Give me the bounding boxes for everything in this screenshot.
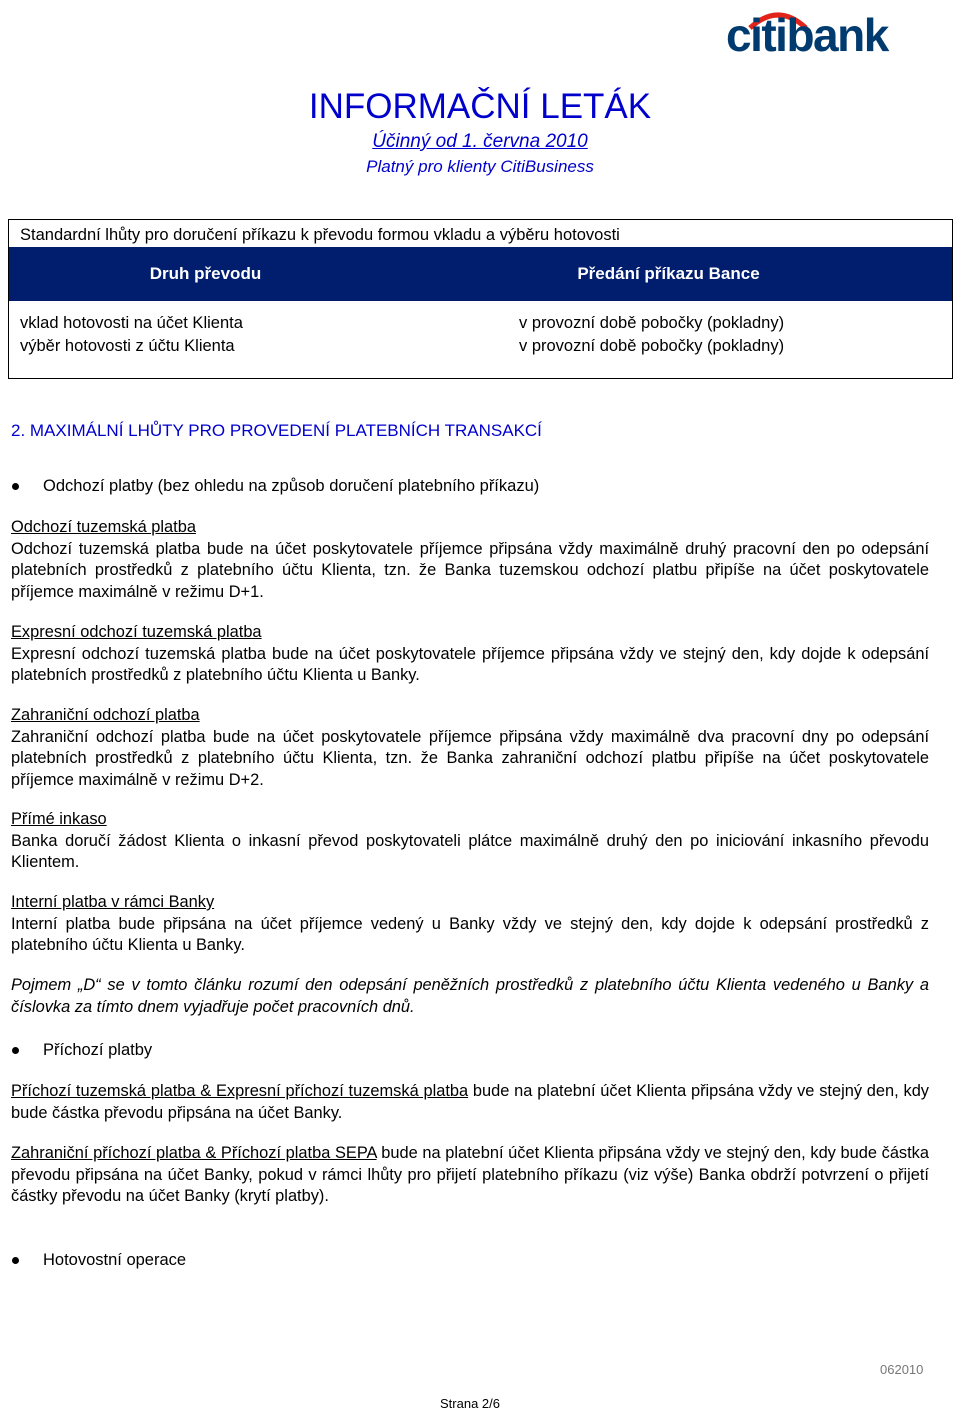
- paragraph-text: Interní platba bude připsána na účet příjemce vedený u Banky vždy ve stejný den, kdy dojde k odepsání prostředků z platebního účtu Klienta u Banky.: [11, 914, 929, 955]
- bullet-label: Odchozí platby (bez ohledu na způsob doručení platebního příkazu): [43, 477, 540, 495]
- paragraph-text: bude na platební účet Klienta připsána vždy ve stejný den, kdy bude částka převodu připsána na účet Banky.: [11, 1082, 930, 1122]
- paragraph-text: Banka doručí žádost Klienta o inkasní převod poskytovateli plátce maximálně druhý den po iniciování inkasního převodu Klientem.: [11, 831, 929, 872]
- effective-date: Účinný od 1. června 2010: [372, 131, 588, 152]
- paragraph-title: Zahraniční odchozí platba: [11, 706, 200, 724]
- bullet-icon: [12, 1047, 19, 1054]
- table-cell: v provozní době pobočky (pokladny): [519, 337, 785, 355]
- paragraph-express: [11, 622, 929, 687]
- page-number: Strana 2/6: [440, 1396, 500, 1411]
- paragraph-title: Interní platba v rámci Banky: [11, 893, 215, 911]
- table-header: [9, 247, 952, 301]
- bullet-icon: [12, 483, 19, 490]
- bullet-incoming: [11, 1039, 152, 1061]
- bullet-cash: [11, 1249, 186, 1271]
- document-code: 062010: [880, 1362, 924, 1377]
- table-cell: výběr hotovosti z účtu Klienta: [20, 337, 235, 355]
- bullet-outgoing: [11, 475, 539, 497]
- paragraph-foreign: [11, 705, 929, 792]
- paragraph-title: Příchozí tuzemská platba & Expresní příchozí tuzemská platba: [11, 1082, 469, 1100]
- paragraph-outgoing-domestic: [11, 517, 929, 604]
- valid-for: Platný pro klienty CitiBusiness: [366, 157, 594, 176]
- paragraph-note: Pojmem „D“ se v tomto článku rozumí den odepsání peněžních prostředků z platebního účtu Klienta vedeného u Banky a číslovka za tímto dnem vyjadřuje počet pracovních dnů.: [11, 976, 929, 1016]
- bullet-label: Hotovostní operace: [43, 1251, 187, 1269]
- table-caption: Standardní lhůty pro doručení příkazu k převodu formou vkladu a výběru hotovosti: [20, 226, 620, 244]
- col-header-handover: Předání příkazu Bance: [577, 264, 760, 283]
- transfer-type-cells: [20, 312, 243, 358]
- col-header-transfer-type: Druh převodu: [149, 264, 262, 283]
- paragraph-title: Přímé inkaso: [11, 810, 107, 828]
- table-cell: v provozní době pobočky (pokladny): [519, 314, 785, 332]
- paragraph-text: bude na platební účet Klienta připsána vždy ve stejný den, kdy bude částka převodu připsána na účet Banky, pokud v rámci lhůty pro přijetí platebního příkazu (viz výše) Banka obdrží potvrzení o přijetí částky převodu na účet Banky (krytí platby).: [11, 1144, 929, 1206]
- bullet-label: Příchozí platby: [43, 1041, 153, 1059]
- paragraph-internal: [11, 892, 929, 957]
- paragraph-title: Expresní odchozí tuzemská platba: [11, 623, 262, 641]
- bullet-icon: [12, 1257, 19, 1264]
- paragraph-title: Odchozí tuzemská platba: [11, 518, 196, 536]
- section-heading: 2. MAXIMÁLNÍ LHŮTY PRO PROVEDENÍ PLATEBNÍCH TRANSAKCÍ: [11, 421, 542, 440]
- table-cell: vklad hotovosti na účet Klienta: [20, 314, 243, 332]
- logo-text: citibank: [726, 9, 888, 61]
- paragraph-text: Expresní odchozí tuzemská platba bude na účet poskytovatele příjemce připsána vždy ve stejný den, kdy dojde k odepsání platebních prostředků z platebního účtu Klienta u Banky.: [11, 644, 929, 685]
- paragraph-text: Odchozí tuzemská platba bude na účet poskytovatele příjemce připsána vždy maximálně druhý pracovní den po odepsání platebních prostředků z platebního účtu Klienta, tzn. že Banka tuzemskou odchozí platbu připíše na účet poskytovatele příjemce maximálně v režimu D+1.: [11, 539, 929, 602]
- page-title: INFORMAČNÍ LETÁK: [308, 87, 652, 126]
- paragraph-title: Zahraniční příchozí platba & Příchozí platba SEPA: [11, 1144, 377, 1162]
- paragraph-text: Zahraniční odchozí platba bude na účet poskytovatele příjemce připsána vždy maximálně dva pracovní dny po odepsání platebních prostředků z platebního účtu Klienta, tzn. že Banka zahraniční odchozí platbu připíše na účet poskytovatele příjemce maximálně v režimu D+2.: [11, 727, 929, 790]
- paragraph-incoming-domestic: [11, 1081, 929, 1124]
- handover-cells: [519, 312, 784, 358]
- paragraph-direct-debit: [11, 809, 929, 874]
- citibank-logo: [726, 8, 908, 66]
- deadlines-table: [8, 219, 953, 379]
- paragraph-incoming-foreign: [11, 1143, 929, 1208]
